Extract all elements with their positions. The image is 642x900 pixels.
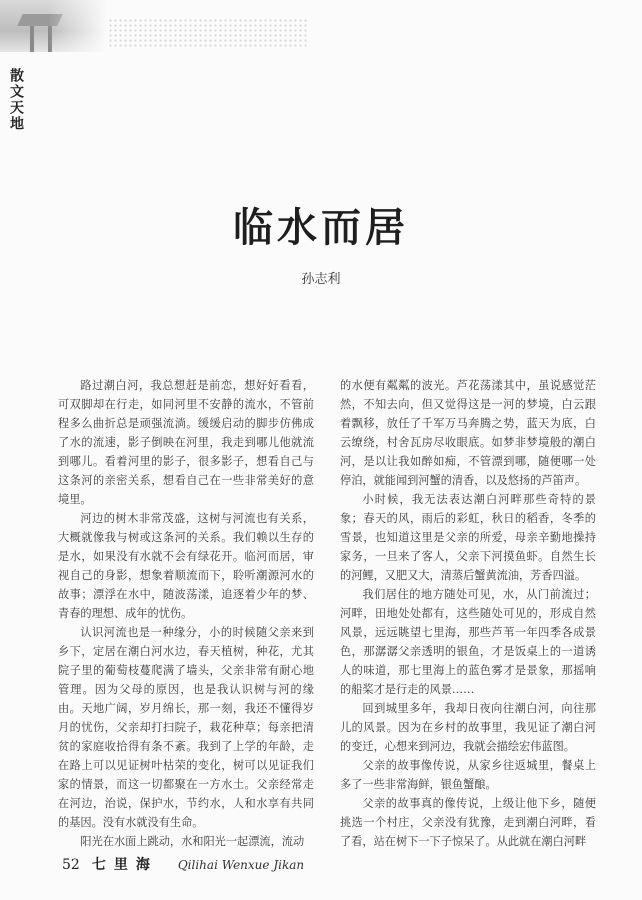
corner-photo (0, 0, 108, 52)
paragraph: 小时候，我无法表达潮白河畔那些奇特的景象；春天的风，雨后的彩虹，秋日的稻香，冬季的雪景，也知道这里是父亲的所爱，母亲辛勤地操持家务，一旦来了客人，父亲下河摸鱼虾。自然生长的河鲤，又肥又大，清蒸后蟹黄流油，芳香四溢。 (340, 493, 596, 582)
halftone-decoration (108, 18, 308, 48)
paragraph: 阳光在水面上跳动，水和阳光一起漂流，流动 (80, 835, 305, 848)
article-author: 孙志利 (301, 272, 341, 287)
paragraph: 父亲的故事像传说，从家乡往返城里，餐桌上多了一些非常海鲜，银鱼蟹酿。 (340, 759, 596, 791)
section-label: 散文天地 (8, 68, 24, 132)
paragraph: 路过潮白河，我总想赶是前恋，想好好看看，可双脚却在行走，如同河里不安静的流水，不管前程多么曲折总是顽强流淌。缓缓启动的脚步仿佛成了水的流速，影子倒映在河里，我走到哪儿他就流到哪儿。看着河里的影子，很多影子，想看自己与这条河的亲密关系，想看自己在一些非常美好的意境里。 (58, 379, 314, 506)
photo-fade (48, 0, 108, 52)
paragraph: 认识河流也是一种缘分，小的时候随父亲来到乡下，定居在潮白河水边，春天植树，种花，尤其院子里的葡萄枝蔓爬满了墙头，父亲非常有耐心地管理。因为父母的原因，也是我认识树与河的缘由。天地广阔，岁月绵长，那一刻，我还不懂得岁月的忧伤，父亲却打扫院子，栽花种草；每亲把清贫的家庭收拾得有条不紊。我到了上学的年龄，走在路上可以见证树叶枯荣的变化，树可以见证我们家的情景，而这一切都聚在一方水土。父亲经常走在河边，治说，保护水，节约水，人和水享有共同的基因。没有水就没有生命。 (58, 626, 314, 829)
paragraph-continued: 的水便有粼粼的波光。芦花荡漾其中，虽说感觉茫然，不知去向，但又觉得这是一河的梦境，白云跟着飘移，放任了千军万马奔腾之势，蓝天为底，白云缭绕，村舍瓦房尽收眼底。如梦非梦境般的潮白河，是以让我如醉如痴，不管漂到哪，随便哪一处停泊，就能闻到河蟹的清香，以及悠扬的芦笛声。 (340, 379, 596, 487)
paragraph: 回到城里多年，我却日夜向往潮白河，向往那儿的风景。因为在乡村的故事里，我见证了潮白河的变迁，心想来到河边，我就会描绘宏伟蓝图。 (340, 702, 596, 753)
pavilion-pillar-left (30, 26, 34, 52)
page-number: 52 (62, 857, 80, 873)
text-column-right (340, 376, 596, 851)
paragraph: 父亲的故事真的像传说，上级让他下乡，随便挑选一个村庄，父亲没有犹豫，走到潮白河畔，看了看，站在树下一下子惊呆了。从此就在潮白河畔 (340, 797, 596, 848)
page-footer (62, 854, 304, 874)
paragraph: 我们居住的地方随处可见，水，从门前流过；河畔，田地处处都有，这些随处可见的，形成自然风景，远远眺望七里海，那些芦苇一年四季各成景色，那潺潺父亲透明的银鱼，才是饭桌上的一道诱人的味道，那七里海上的蓝色雾才是景象，那摇响的船桨才是行走的风景…… (340, 588, 596, 696)
article-title: 临水而居 (233, 205, 409, 251)
magazine-pinyin: Qilihai Wenxue Jikan (177, 858, 305, 872)
paragraph: 河边的树木非常茂盛，这树与河流也有关系，大概就像我与树或这条河的关系。我们赖以生存的是水，如果没有水就不会有绿花开。临河而居，审视自己的身影，想象着顺流而下，聆听潮源河水的故事；漂浮在水中，随波荡漾，追逐着少年的梦、青春的理想、成年的忧伤。 (58, 512, 314, 620)
magazine-name: 七里海 (91, 857, 158, 873)
text-column-left (58, 376, 314, 851)
